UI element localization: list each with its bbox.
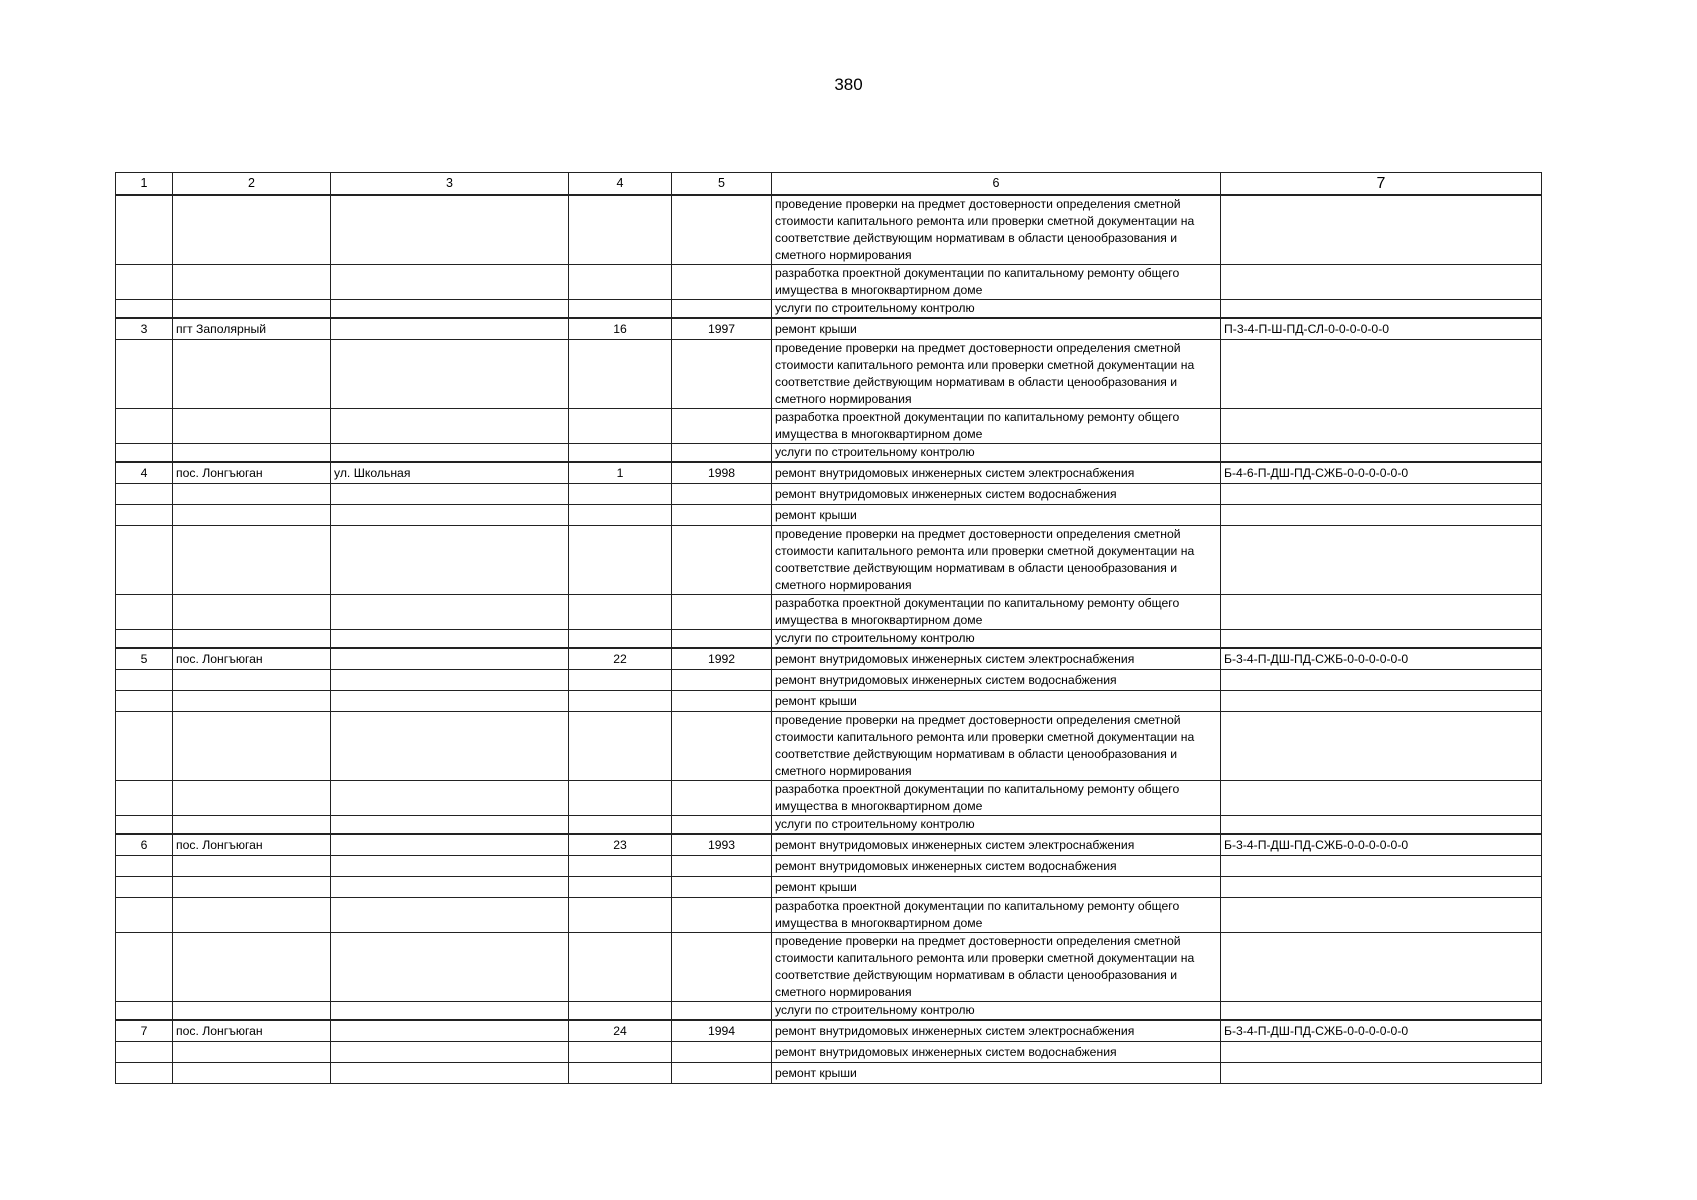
cell-settlement — [173, 1042, 331, 1063]
table-row — [116, 691, 1542, 712]
table-row — [116, 630, 1542, 649]
cell-number: 4 — [116, 462, 173, 484]
cell-house — [569, 670, 672, 691]
cell-work-type: разработка проектной документации по капитальному ремонту общего имущества в многоквартирном доме — [772, 781, 1221, 816]
cell-settlement — [173, 300, 331, 319]
cell-code — [1221, 1042, 1542, 1063]
cell-code — [1221, 505, 1542, 526]
cell-year — [672, 691, 772, 712]
cell-settlement — [173, 712, 331, 781]
cell-settlement: пос. Лонгъюган — [173, 1020, 331, 1042]
cell-work-type: ремонт крыши — [772, 1063, 1221, 1084]
cell-settlement — [173, 265, 331, 300]
cell-code — [1221, 265, 1542, 300]
cell-street — [331, 444, 569, 463]
cell-code — [1221, 691, 1542, 712]
cell-number — [116, 877, 173, 898]
cell-settlement — [173, 340, 331, 409]
cell-year — [672, 898, 772, 933]
cell-house — [569, 265, 672, 300]
cell-year — [672, 526, 772, 595]
cell-year — [672, 670, 772, 691]
cell-code: Б-3-4-П-ДШ-ПД-СЖБ-0-0-0-0-0-0 — [1221, 648, 1542, 670]
cell-number — [116, 712, 173, 781]
cell-year: 1994 — [672, 1020, 772, 1042]
cell-house — [569, 933, 672, 1002]
cell-code — [1221, 933, 1542, 1002]
cell-code — [1221, 195, 1542, 265]
table-row — [116, 898, 1542, 933]
cell-work-type: проведение проверки на предмет достоверности определения сметной стоимости капитального ремонта или проверки сметной документации на соответствие действующим нормативам в области ценообразования и сметного нормирования — [772, 712, 1221, 781]
table-row — [116, 933, 1542, 1002]
cell-house — [569, 898, 672, 933]
cell-house — [569, 484, 672, 505]
cell-settlement — [173, 409, 331, 444]
cell-work-type: ремонт внутридомовых инженерных систем водоснабжения — [772, 484, 1221, 505]
cell-year — [672, 816, 772, 835]
cell-code — [1221, 1002, 1542, 1021]
table-row — [116, 340, 1542, 409]
cell-number — [116, 265, 173, 300]
cell-work-type: ремонт крыши — [772, 318, 1221, 340]
cell-street — [331, 1042, 569, 1063]
header-cell-7: 7 — [1221, 173, 1542, 196]
header-cell-2: 2 — [173, 173, 331, 196]
cell-work-type: услуги по строительному контролю — [772, 1002, 1221, 1021]
cell-work-type: проведение проверки на предмет достоверности определения сметной стоимости капитального ремонта или проверки сметной документации на соответствие действующим нормативам в области ценообразования и сметного нормирования — [772, 340, 1221, 409]
cell-settlement — [173, 595, 331, 630]
table-row — [116, 318, 1542, 340]
cell-settlement — [173, 691, 331, 712]
table-row — [116, 877, 1542, 898]
cell-street — [331, 877, 569, 898]
cell-code — [1221, 670, 1542, 691]
table-header-row — [116, 173, 1542, 196]
cell-house — [569, 781, 672, 816]
cell-settlement: пос. Лонгъюган — [173, 834, 331, 856]
table-row — [116, 444, 1542, 463]
cell-settlement — [173, 505, 331, 526]
cell-number — [116, 1042, 173, 1063]
cell-street — [331, 898, 569, 933]
cell-street — [331, 648, 569, 670]
cell-settlement — [173, 898, 331, 933]
header-cell-3: 3 — [331, 173, 569, 196]
table-row — [116, 781, 1542, 816]
cell-settlement — [173, 195, 331, 265]
page-number: 380 — [834, 75, 863, 94]
header-cell-5: 5 — [672, 173, 772, 196]
cell-settlement — [173, 630, 331, 649]
cell-settlement — [173, 933, 331, 1002]
cell-street — [331, 318, 569, 340]
cell-code — [1221, 877, 1542, 898]
cell-code — [1221, 300, 1542, 319]
cell-year — [672, 630, 772, 649]
cell-year — [672, 505, 772, 526]
cell-work-type: услуги по строительному контролю — [772, 300, 1221, 319]
cell-street — [331, 630, 569, 649]
cell-street — [331, 300, 569, 319]
cell-code — [1221, 712, 1542, 781]
cell-settlement — [173, 484, 331, 505]
cell-settlement — [173, 526, 331, 595]
table-row — [116, 1042, 1542, 1063]
cell-street — [331, 505, 569, 526]
cell-settlement: пос. Лонгъюган — [173, 648, 331, 670]
cell-house — [569, 526, 672, 595]
cell-number — [116, 781, 173, 816]
cell-number — [116, 444, 173, 463]
cell-street — [331, 834, 569, 856]
cell-code — [1221, 484, 1542, 505]
cell-work-type: проведение проверки на предмет достоверности определения сметной стоимости капитального ремонта или проверки сметной документации на соответствие действующим нормативам в области ценообразования и сметного нормирования — [772, 933, 1221, 1002]
cell-street — [331, 195, 569, 265]
cell-year — [672, 484, 772, 505]
cell-work-type: ремонт крыши — [772, 505, 1221, 526]
cell-settlement — [173, 444, 331, 463]
cell-work-type: разработка проектной документации по капитальному ремонту общего имущества в многоквартирном доме — [772, 898, 1221, 933]
cell-code: Б-4-6-П-ДШ-ПД-СЖБ-0-0-0-0-0-0 — [1221, 462, 1542, 484]
table-row — [116, 484, 1542, 505]
cell-year: 1997 — [672, 318, 772, 340]
cell-number — [116, 630, 173, 649]
cell-street — [331, 856, 569, 877]
cell-house — [569, 300, 672, 319]
cell-year — [672, 856, 772, 877]
table-row — [116, 526, 1542, 595]
table-body — [116, 173, 1542, 1084]
cell-work-type: ремонт внутридомовых инженерных систем водоснабжения — [772, 670, 1221, 691]
cell-work-type: ремонт внутридомовых инженерных систем водоснабжения — [772, 1042, 1221, 1063]
table-row — [116, 409, 1542, 444]
cell-year — [672, 265, 772, 300]
cell-street — [331, 691, 569, 712]
cell-street — [331, 712, 569, 781]
cell-number: 3 — [116, 318, 173, 340]
table-row — [116, 1020, 1542, 1042]
cell-number — [116, 484, 173, 505]
cell-year — [672, 1063, 772, 1084]
cell-house: 23 — [569, 834, 672, 856]
cell-house — [569, 409, 672, 444]
cell-settlement — [173, 1063, 331, 1084]
cell-code — [1221, 816, 1542, 835]
cell-year — [672, 444, 772, 463]
cell-number — [116, 816, 173, 835]
cell-street — [331, 670, 569, 691]
table-row — [116, 834, 1542, 856]
cell-house — [569, 691, 672, 712]
cell-number — [116, 409, 173, 444]
cell-work-type: ремонт внутридомовых инженерных систем электроснабжения — [772, 834, 1221, 856]
cell-number: 7 — [116, 1020, 173, 1042]
table-row — [116, 595, 1542, 630]
cell-street: ул. Школьная — [331, 462, 569, 484]
cell-work-type: разработка проектной документации по капитальному ремонту общего имущества в многоквартирном доме — [772, 409, 1221, 444]
cell-settlement: пос. Лонгъюган — [173, 462, 331, 484]
cell-house — [569, 816, 672, 835]
cell-settlement — [173, 670, 331, 691]
cell-house — [569, 877, 672, 898]
cell-number — [116, 691, 173, 712]
cell-street — [331, 1002, 569, 1021]
table-row — [116, 712, 1542, 781]
cell-number: 5 — [116, 648, 173, 670]
cell-house — [569, 1042, 672, 1063]
cell-code: Б-3-4-П-ДШ-ПД-СЖБ-0-0-0-0-0-0 — [1221, 834, 1542, 856]
cell-year — [672, 1042, 772, 1063]
cell-number — [116, 1002, 173, 1021]
cell-code — [1221, 595, 1542, 630]
cell-number — [116, 670, 173, 691]
cell-code — [1221, 856, 1542, 877]
cell-year — [672, 300, 772, 319]
cell-work-type: ремонт внутридомовых инженерных систем электроснабжения — [772, 1020, 1221, 1042]
cell-year — [672, 1002, 772, 1021]
header-cell-6: 6 — [772, 173, 1221, 196]
cell-house: 22 — [569, 648, 672, 670]
table-row — [116, 300, 1542, 319]
cell-code — [1221, 781, 1542, 816]
cell-house — [569, 444, 672, 463]
cell-house: 1 — [569, 462, 672, 484]
cell-street — [331, 409, 569, 444]
cell-number — [116, 933, 173, 1002]
table-row — [116, 195, 1542, 265]
cell-number — [116, 300, 173, 319]
table-row — [116, 816, 1542, 835]
cell-year — [672, 933, 772, 1002]
cell-code — [1221, 444, 1542, 463]
cell-work-type: разработка проектной документации по капитальному ремонту общего имущества в многоквартирном доме — [772, 595, 1221, 630]
cell-year — [672, 712, 772, 781]
cell-work-type: услуги по строительному контролю — [772, 444, 1221, 463]
cell-street — [331, 526, 569, 595]
cell-street — [331, 933, 569, 1002]
cell-year — [672, 781, 772, 816]
cell-work-type: ремонт крыши — [772, 691, 1221, 712]
cell-settlement — [173, 856, 331, 877]
cell-settlement — [173, 877, 331, 898]
cell-year — [672, 340, 772, 409]
cell-number — [116, 505, 173, 526]
cell-year: 1992 — [672, 648, 772, 670]
cell-street — [331, 1020, 569, 1042]
table-row — [116, 670, 1542, 691]
cell-number — [116, 340, 173, 409]
cell-house — [569, 712, 672, 781]
table-row — [116, 648, 1542, 670]
table-row — [116, 505, 1542, 526]
cell-house — [569, 340, 672, 409]
cell-year: 1993 — [672, 834, 772, 856]
cell-street — [331, 484, 569, 505]
cell-house — [569, 1002, 672, 1021]
header-cell-4: 4 — [569, 173, 672, 196]
cell-work-type: ремонт крыши — [772, 877, 1221, 898]
header-cell-1: 1 — [116, 173, 173, 196]
cell-code — [1221, 409, 1542, 444]
cell-number — [116, 898, 173, 933]
table-row — [116, 856, 1542, 877]
cell-number — [116, 195, 173, 265]
table-row — [116, 462, 1542, 484]
cell-work-type: ремонт внутридомовых инженерных систем электроснабжения — [772, 462, 1221, 484]
cell-house — [569, 1063, 672, 1084]
cell-year — [672, 195, 772, 265]
cell-code — [1221, 526, 1542, 595]
cell-number — [116, 856, 173, 877]
cell-settlement: пгт Заполярный — [173, 318, 331, 340]
cell-code — [1221, 1063, 1542, 1084]
cell-house: 16 — [569, 318, 672, 340]
cell-settlement — [173, 781, 331, 816]
cell-work-type: проведение проверки на предмет достоверности определения сметной стоимости капитального ремонта или проверки сметной документации на соответствие действующим нормативам в области ценообразования и сметного нормирования — [772, 526, 1221, 595]
cell-work-type: услуги по строительному контролю — [772, 816, 1221, 835]
cell-year: 1998 — [672, 462, 772, 484]
cell-street — [331, 340, 569, 409]
cell-house: 24 — [569, 1020, 672, 1042]
cell-year — [672, 877, 772, 898]
cell-code — [1221, 630, 1542, 649]
cell-work-type: проведение проверки на предмет достоверности определения сметной стоимости капитального ремонта или проверки сметной документации на соответствие действующим нормативам в области ценообразования и сметного нормирования — [772, 195, 1221, 265]
cell-work-type: услуги по строительному контролю — [772, 630, 1221, 649]
cell-code: П-3-4-П-Ш-ПД-СЛ-0-0-0-0-0-0 — [1221, 318, 1542, 340]
cell-house — [569, 630, 672, 649]
cell-code — [1221, 898, 1542, 933]
table-row — [116, 1063, 1542, 1084]
cell-street — [331, 816, 569, 835]
cell-number — [116, 1063, 173, 1084]
cell-work-type: ремонт внутридомовых инженерных систем электроснабжения — [772, 648, 1221, 670]
cell-street — [331, 265, 569, 300]
cell-street — [331, 781, 569, 816]
cell-house — [569, 195, 672, 265]
cell-number — [116, 595, 173, 630]
cell-number — [116, 526, 173, 595]
cell-number: 6 — [116, 834, 173, 856]
table-row — [116, 1002, 1542, 1021]
cell-code: Б-3-4-П-ДШ-ПД-СЖБ-0-0-0-0-0-0 — [1221, 1020, 1542, 1042]
cell-settlement — [173, 1002, 331, 1021]
table-row — [116, 265, 1542, 300]
capital-repair-table — [115, 172, 1542, 1084]
cell-house — [569, 505, 672, 526]
cell-year — [672, 409, 772, 444]
cell-work-type: разработка проектной документации по капитальному ремонту общего имущества в многоквартирном доме — [772, 265, 1221, 300]
cell-house — [569, 595, 672, 630]
cell-street — [331, 1063, 569, 1084]
cell-settlement — [173, 816, 331, 835]
cell-year — [672, 595, 772, 630]
cell-house — [569, 856, 672, 877]
cell-work-type: ремонт внутридомовых инженерных систем водоснабжения — [772, 856, 1221, 877]
cell-street — [331, 595, 569, 630]
cell-code — [1221, 340, 1542, 409]
